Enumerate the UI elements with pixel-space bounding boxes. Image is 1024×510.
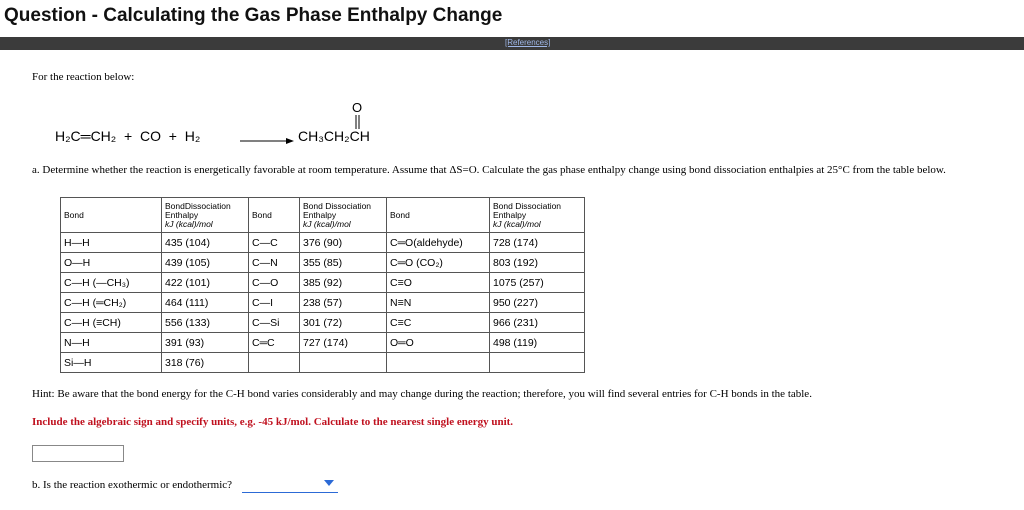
table-cell: 498 (119) [490, 333, 585, 353]
answer-input[interactable] [32, 445, 124, 462]
table-row [61, 253, 585, 273]
table-cell: N—H [61, 333, 162, 353]
header-bond: Bond [61, 198, 162, 233]
question-a: a. Determine whether the reaction is energetically favorable at room temperature. Assume that ΔS=O. Calculate the gas phase enthalpy change using bond dissociation enthalpies at 25°C from the table below. [32, 164, 946, 176]
table-cell: C—C [249, 233, 300, 253]
table-cell: 727 (174) [300, 333, 387, 353]
table-cell: 391 (93) [162, 333, 249, 353]
reaction-product: CH₃CH₂CH [298, 128, 370, 144]
table-row [61, 293, 585, 313]
bond-enthalpy-table [60, 197, 585, 373]
question-b: b. Is the reaction exothermic or endothermic? [32, 479, 233, 491]
table-header-row [61, 198, 585, 233]
table-cell: C═C [249, 333, 300, 353]
table-cell: O—H [61, 253, 162, 273]
carbonyl-group [351, 100, 365, 132]
table-cell: Si—H [61, 353, 162, 373]
reaction-reactants [55, 128, 200, 144]
table-cell: 355 (85) [300, 253, 387, 273]
header-line: Bond Dissociation [303, 200, 372, 211]
instruction-text: Include the algebraic sign and specify units, e.g. -45 kJ/mol. Calculate to the nearest single energy unit. [32, 416, 514, 428]
table-cell: C—H (≡CH) [61, 313, 162, 333]
table-cell: C—N [249, 253, 300, 273]
header-line: Bond Dissociation [493, 200, 562, 211]
table-cell: 728 (174) [490, 233, 585, 253]
table-cell [387, 353, 490, 373]
header-line: Enthalpy [303, 209, 337, 220]
table-cell: 950 (227) [490, 293, 585, 313]
reaction-arrow-icon [240, 137, 294, 145]
table-cell: C≡O [387, 273, 490, 293]
header-enthalpy-2 [300, 198, 387, 233]
page-title: Question - Calculating the Gas Phase Enthalpy Change [4, 5, 503, 26]
header-line: Enthalpy [165, 209, 199, 220]
table-cell: 238 (57) [300, 293, 387, 313]
table-row [61, 273, 585, 293]
table-cell: C≡C [387, 313, 490, 333]
reactant-ethene: H₂C═CH₂ [55, 128, 117, 144]
carbonyl-oxygen: O [352, 100, 363, 115]
header-line: kJ (kcal)/mol [303, 218, 351, 229]
hint-text: Hint: Be aware that the bond energy for the C-H bond varies considerably and may change during the reaction; therefore, you will find several entries for C-H bonds in the table. [32, 388, 812, 400]
table-cell: C═O (CO₂) [387, 253, 490, 273]
double-bond-icon [354, 115, 362, 129]
header-enthalpy-1 [162, 198, 249, 233]
chevron-down-icon[interactable] [324, 480, 334, 486]
intro-text: For the reaction below: [32, 71, 135, 83]
table-cell [249, 353, 300, 373]
table-cell [490, 353, 585, 373]
references-bar [0, 37, 1024, 50]
references-link[interactable]: [References] [505, 38, 551, 47]
table-cell: 435 (104) [162, 233, 249, 253]
table-cell: C—Si [249, 313, 300, 333]
table-row [61, 353, 585, 373]
table-cell: C═O(aldehyde) [387, 233, 490, 253]
table-cell: 301 (72) [300, 313, 387, 333]
table-cell: 1075 (257) [490, 273, 585, 293]
table-cell [300, 353, 387, 373]
plus-sign: + [124, 128, 133, 144]
header-line: kJ (kcal)/mol [493, 218, 541, 229]
table-cell: C—H (—CH₃) [61, 273, 162, 293]
table-row [61, 313, 585, 333]
reactant-h2: H₂ [184, 128, 201, 144]
table-cell: 376 (90) [300, 233, 387, 253]
table-cell: 464 (111) [162, 293, 249, 313]
table-cell: 385 (92) [300, 273, 387, 293]
table-cell: 439 (105) [162, 253, 249, 273]
table-cell: C—O [249, 273, 300, 293]
table-cell: C—I [249, 293, 300, 313]
header-line: kJ (kcal)/mol [165, 218, 213, 229]
table-cell: H—H [61, 233, 162, 253]
header-bond: Bond [387, 198, 490, 233]
exo-endo-select[interactable] [242, 476, 338, 493]
table-cell: C—H (═CH₂) [61, 293, 162, 313]
reactant-co: CO [139, 128, 161, 144]
table-cell: N≡N [387, 293, 490, 313]
header-line: BondDissociation [165, 200, 231, 211]
table-cell: 318 (76) [162, 353, 249, 373]
table-cell: 803 (192) [490, 253, 585, 273]
table-row [61, 333, 585, 353]
header-enthalpy-3 [490, 198, 585, 233]
table-row [61, 233, 585, 253]
table-cell: 556 (133) [162, 313, 249, 333]
table-cell: O═O [387, 333, 490, 353]
plus-sign: + [168, 128, 177, 144]
table-cell: 966 (231) [490, 313, 585, 333]
header-line: Enthalpy [493, 209, 527, 220]
table-cell: 422 (101) [162, 273, 249, 293]
header-bond: Bond [249, 198, 300, 233]
